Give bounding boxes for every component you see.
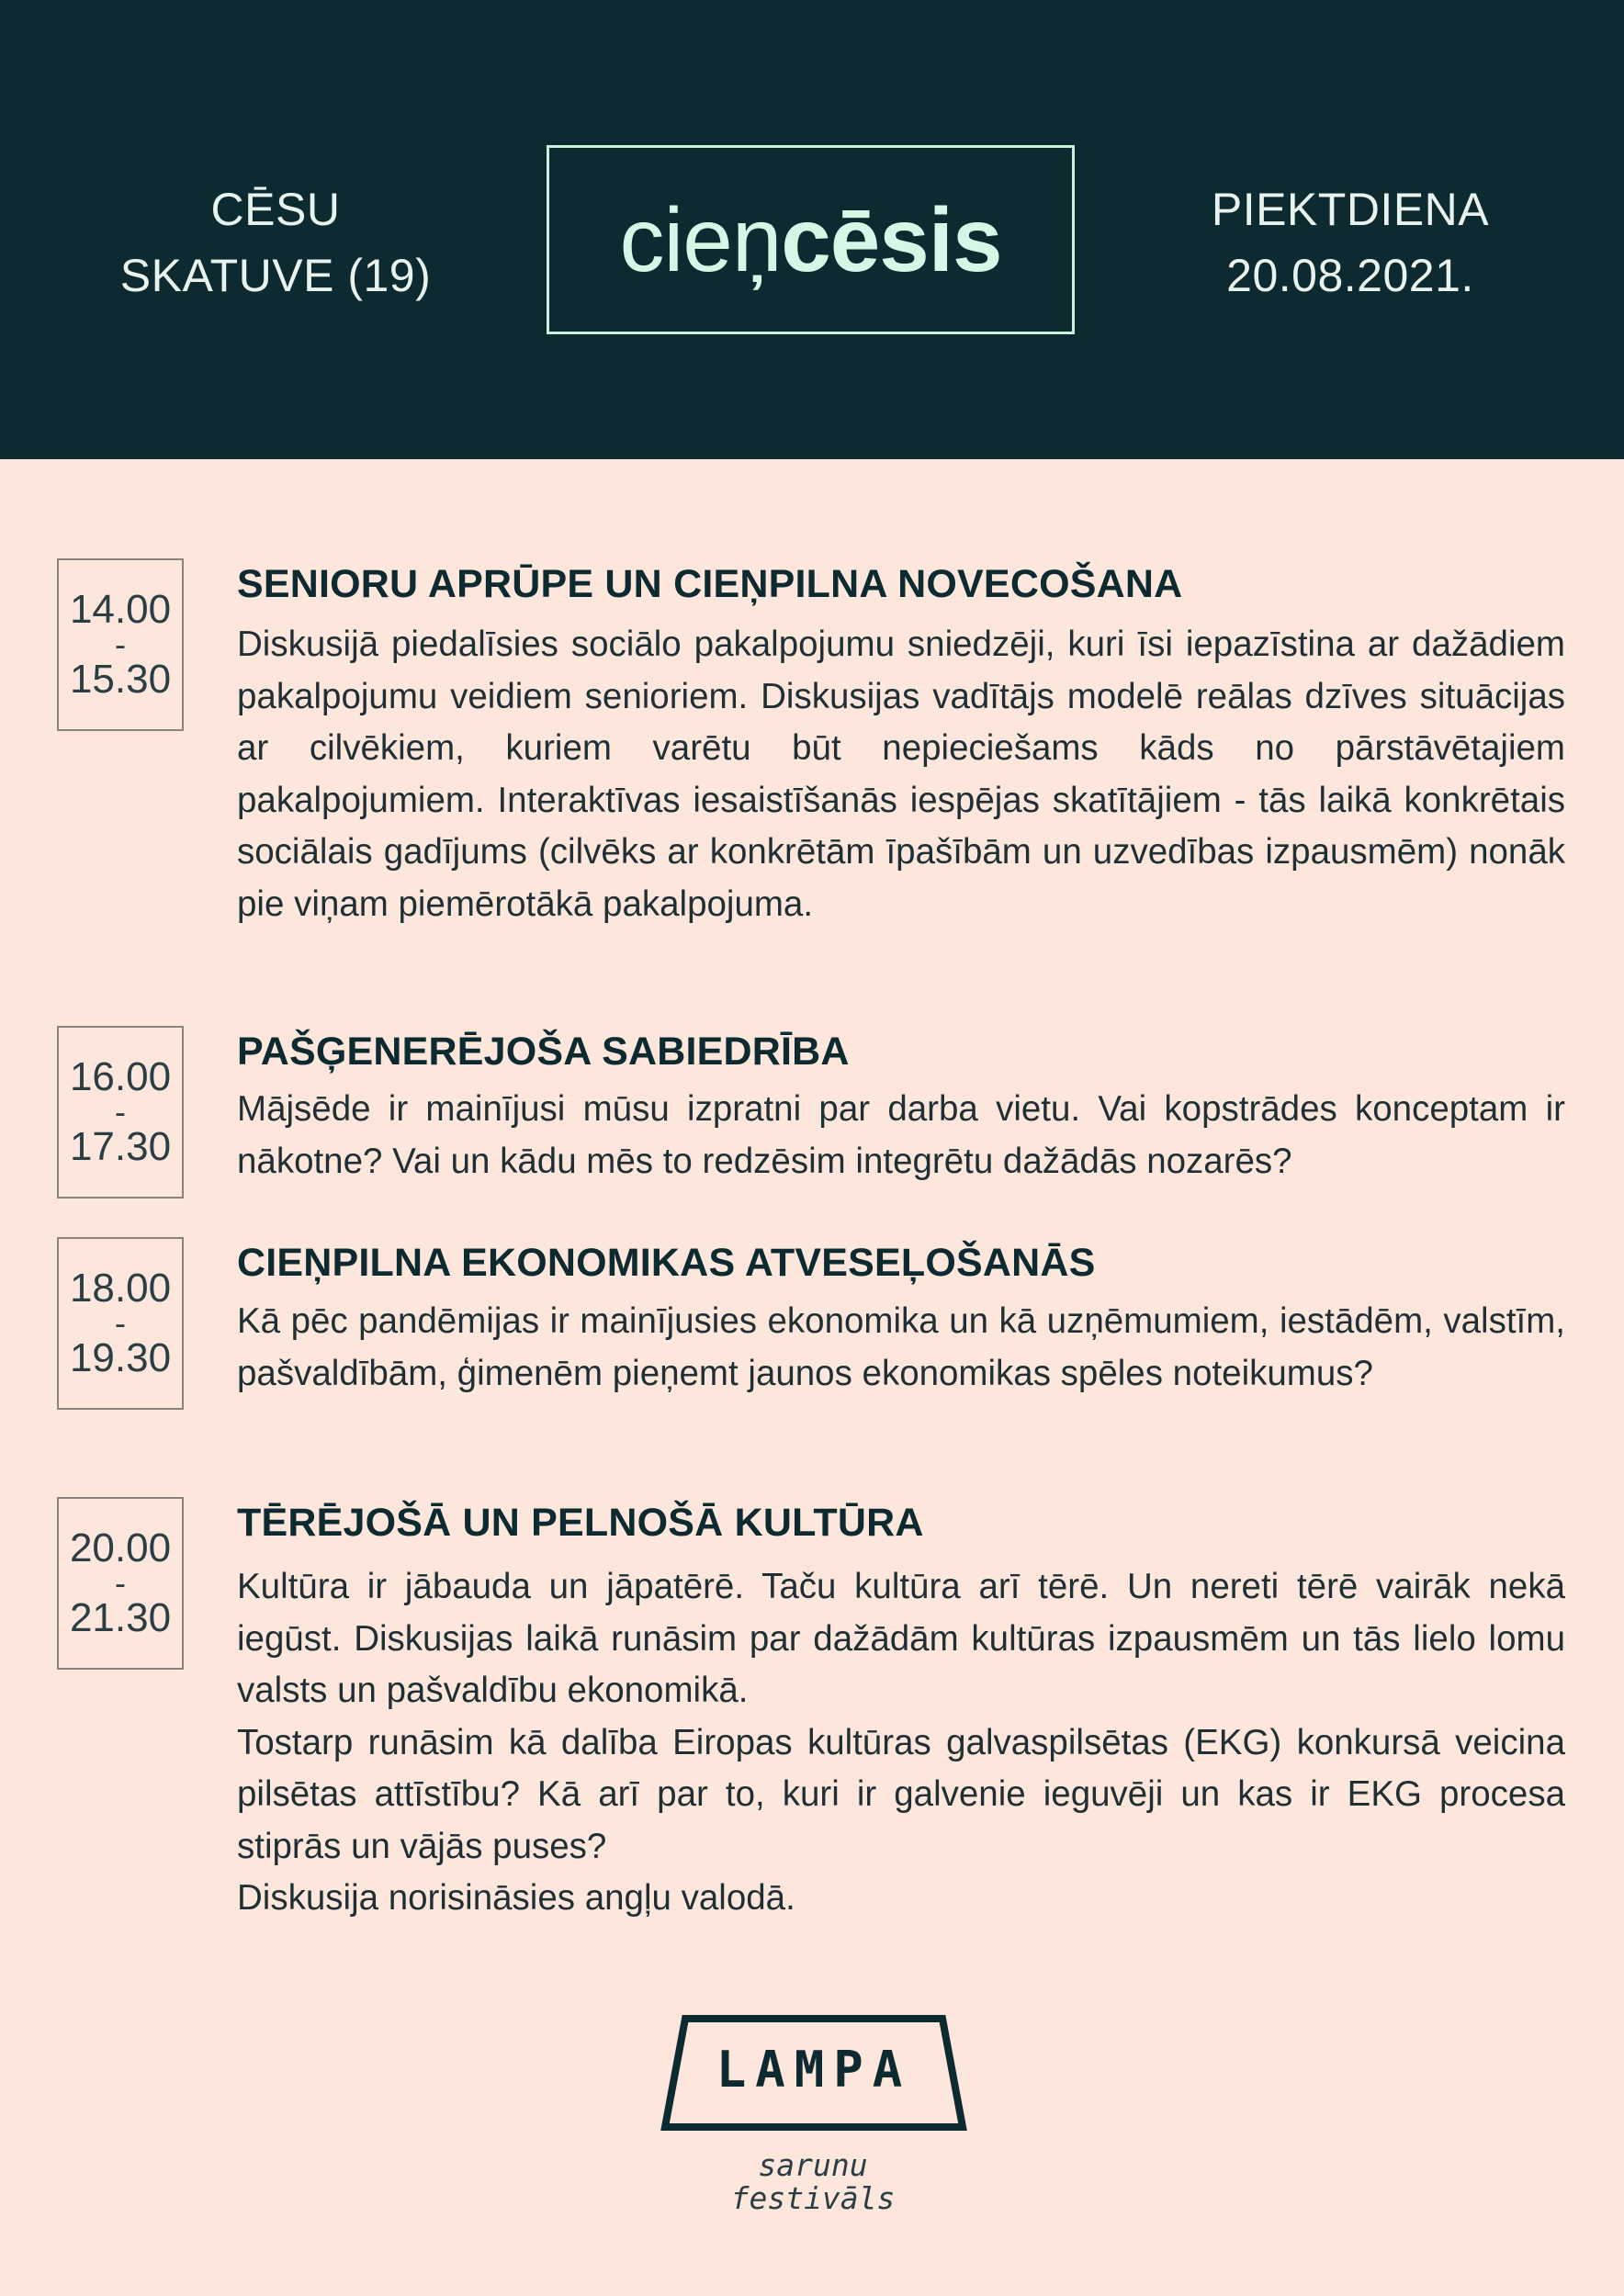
time-separator: -	[115, 1304, 126, 1342]
session-title: PAŠĢENERĒJOŠA SABIEDRĪBA	[237, 1030, 850, 1074]
session-time-box	[57, 1237, 184, 1410]
header-banner	[0, 0, 1624, 459]
lampa-logo-word: LAMPA	[716, 2041, 912, 2099]
session-start-time: 20.00	[69, 1525, 172, 1570]
description-paragraph: Diskusija norisināsies angļu valodā.	[237, 1878, 795, 1918]
session-start-time: 16.00	[69, 1054, 172, 1099]
description-paragraph: Tostarp runāsim kā dalība Eiropas kultūras galvaspilsētas (EKG) konkursā veicina pilsētas attīstību? Kā arī par to, kuri ir galvenie ieguvēji un kas ir EKG procesa stiprās un vājās puses?	[237, 1722, 1565, 1866]
session-description	[237, 1296, 1565, 1400]
session-description	[237, 1561, 1565, 1925]
time-separator: -	[115, 1093, 126, 1131]
event-date: 20.08.2021.	[1226, 250, 1474, 301]
venue-line-2: SKATUVE (19)	[119, 250, 432, 301]
subtitle-line-2: festivāls	[730, 2180, 896, 2216]
lampa-logo	[660, 2013, 968, 2133]
description-paragraph: Diskusijā piedalīsies sociālo pakalpojumu sniedzēji, kuri īsi iepazīstina ar dažādiem pakalpojumu veidiem senioriem. Diskusijas vadītājs modelē reālas dzīves situācijas ar cilvēkiem, kuriem varētu būt nepieciešams kāds no pārstāvētajiem pakalpojumiem. Interaktīvas iesaistīšanās iespējas skatītājiem - tās laikā konkrētais sociālais gadījums (cilvēks ar konkrētām īpašībām un uzvedības izpausmēm) nonāk pie viņam piemērotākā pakalpojuma.	[237, 625, 1565, 924]
time-separator: -	[115, 625, 126, 663]
session-title: SENIORU APRŪPE UN CIEŅPILNA NOVECOŠANA	[237, 562, 1183, 606]
subtitle-line-1: sarunu	[758, 2147, 868, 2183]
session-time-box	[57, 1026, 184, 1199]
description-paragraph: Mājsēde ir mainījusi mūsu izpratni par darba vietu. Vai kopstrādes konceptam ir nākotne? Vai un kādu mēs to redzēsim integrētu dažādās nozarēs?	[237, 1089, 1565, 1181]
session-title: TĒRĒJOŠĀ UN PELNOŠĀ KULTŪRA	[237, 1501, 924, 1545]
session-description	[237, 619, 1565, 930]
ciencesis-logo	[547, 145, 1075, 334]
session-start-time: 18.00	[69, 1266, 172, 1311]
session-time-box	[57, 558, 184, 731]
description-paragraph: Kā pēc pandēmijas ir mainījusies ekonomika un kā uzņēmumiem, iestādēm, valstīm, pašvaldībām, ģimenēm pieņemt jaunos ekonomikas spēles noteikumus?	[237, 1301, 1565, 1393]
logo-text	[619, 188, 1001, 292]
session-end-time: 21.30	[69, 1595, 172, 1640]
date-label	[1167, 176, 1534, 309]
session-description	[237, 1084, 1565, 1187]
logo-bold-part: cēsis	[781, 188, 1002, 290]
venue-line-1: CĒSU	[210, 184, 341, 235]
session-time-box	[57, 1497, 184, 1670]
description-paragraph: Kultūra ir jābauda un jāpatērē. Taču kultūra arī tērē. Un nereti tērē vairāk nekā iegūst. Diskusijas laikā runāsim par dažādām kultūras izpausmēm un tās lielo lomu valsts un pašvaldību ekonomikā.	[237, 1567, 1565, 1710]
logo-light-part: cieņ	[619, 188, 782, 290]
time-separator: -	[115, 1564, 126, 1602]
session-end-time: 17.30	[69, 1124, 172, 1169]
weekday: PIEKTDIENA	[1211, 184, 1490, 235]
venue-label	[101, 176, 450, 309]
session-start-time: 14.00	[69, 587, 172, 632]
session-title: CIEŅPILNA EKONOMIKAS ATVESEĻOŠANĀS	[237, 1241, 1096, 1285]
session-end-time: 19.30	[69, 1335, 172, 1380]
festival-subtitle	[661, 2149, 964, 2215]
session-end-time: 15.30	[69, 657, 172, 702]
